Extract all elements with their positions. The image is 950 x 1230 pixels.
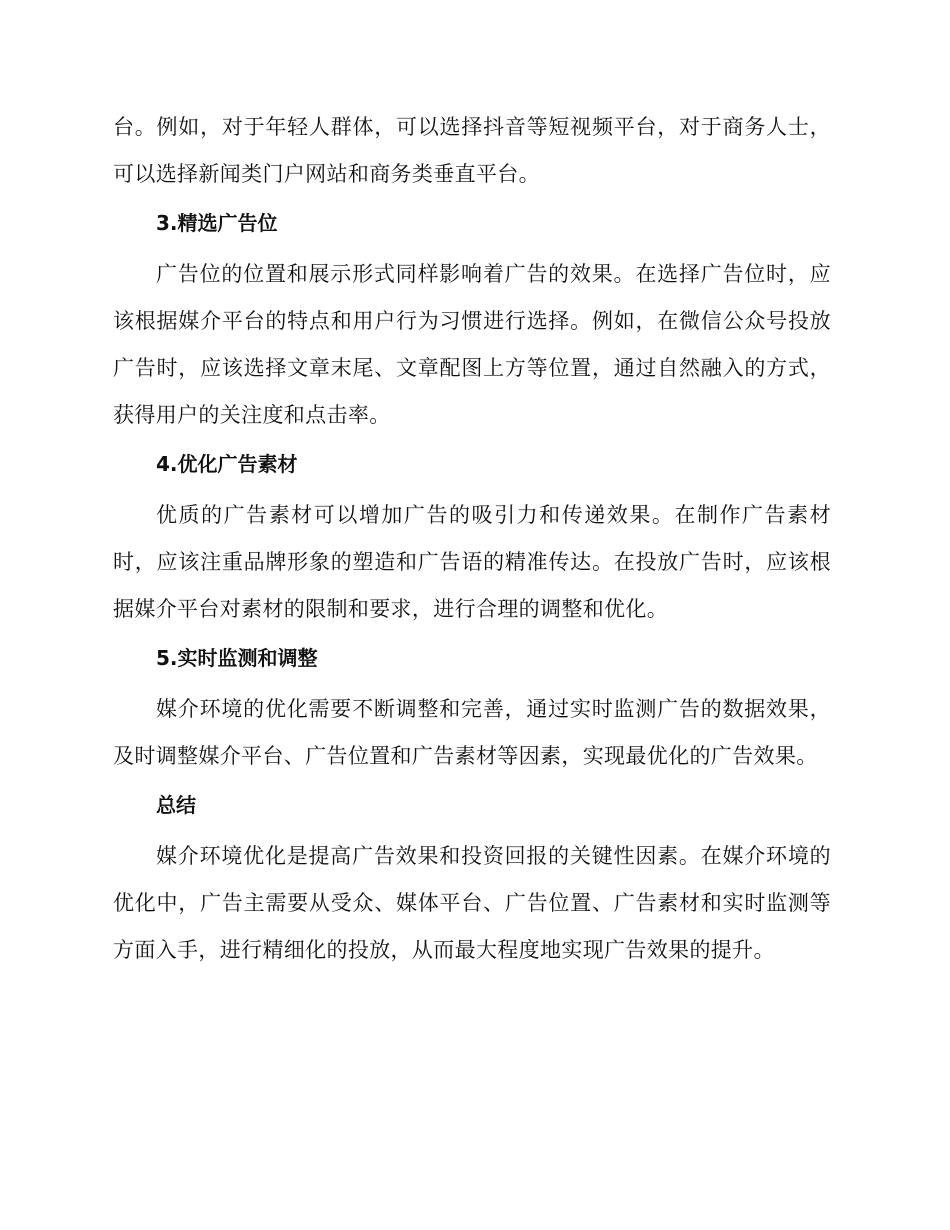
section-paragraph-summary: 媒介环境优化是提高广告效果和投资回报的关键性因素。在媒介环境的优化中，广告主需要从受众、媒体平台、广告位置、广告素材和实时监测等方面入手，进行精细化的投放，从而最大程度地实现广告效果的提升。 — [113, 844, 831, 962]
section-paragraph-ad-creative: 优质的广告素材可以增加广告的吸引力和传递效果。在制作广告素材时，应该注重品牌形象的塑造和广告语的精准传达。在投放广告时，应该根据媒介平台对素材的限制和要求，进行合理的调整和优化。 — [113, 503, 831, 621]
section-heading-summary: 总结 — [156, 793, 196, 817]
section-heading-monitoring: 5.实时监测和调整 — [156, 646, 318, 670]
section-heading-ad-creative: 4.优化广告素材 — [156, 452, 298, 476]
section-heading-ad-placement: 3.精选广告位 — [156, 211, 278, 235]
section-paragraph-monitoring: 媒介环境的优化需要不断调整和完善，通过实时监测广告的数据效果，及时调整媒介平台、广告位置和广告素材等因素，实现最优化的广告效果。 — [113, 697, 831, 768]
document-body — [113, 104, 831, 974]
intro-paragraph: 台。例如，对于年轻人群体，可以选择抖音等短视频平台，对于商务人士，可以选择新闻类门户网站和商务类垂直平台。 — [113, 115, 831, 186]
section-paragraph-ad-placement: 广告位的位置和展示形式同样影响着广告的效果。在选择广告位时，应该根据媒介平台的特点和用户行为习惯进行选择。例如，在微信公众号投放广告时，应该选择文章末尾、文章配图上方等位置，通过自然融入的方式，获得用户的关注度和点击率。 — [113, 262, 831, 427]
